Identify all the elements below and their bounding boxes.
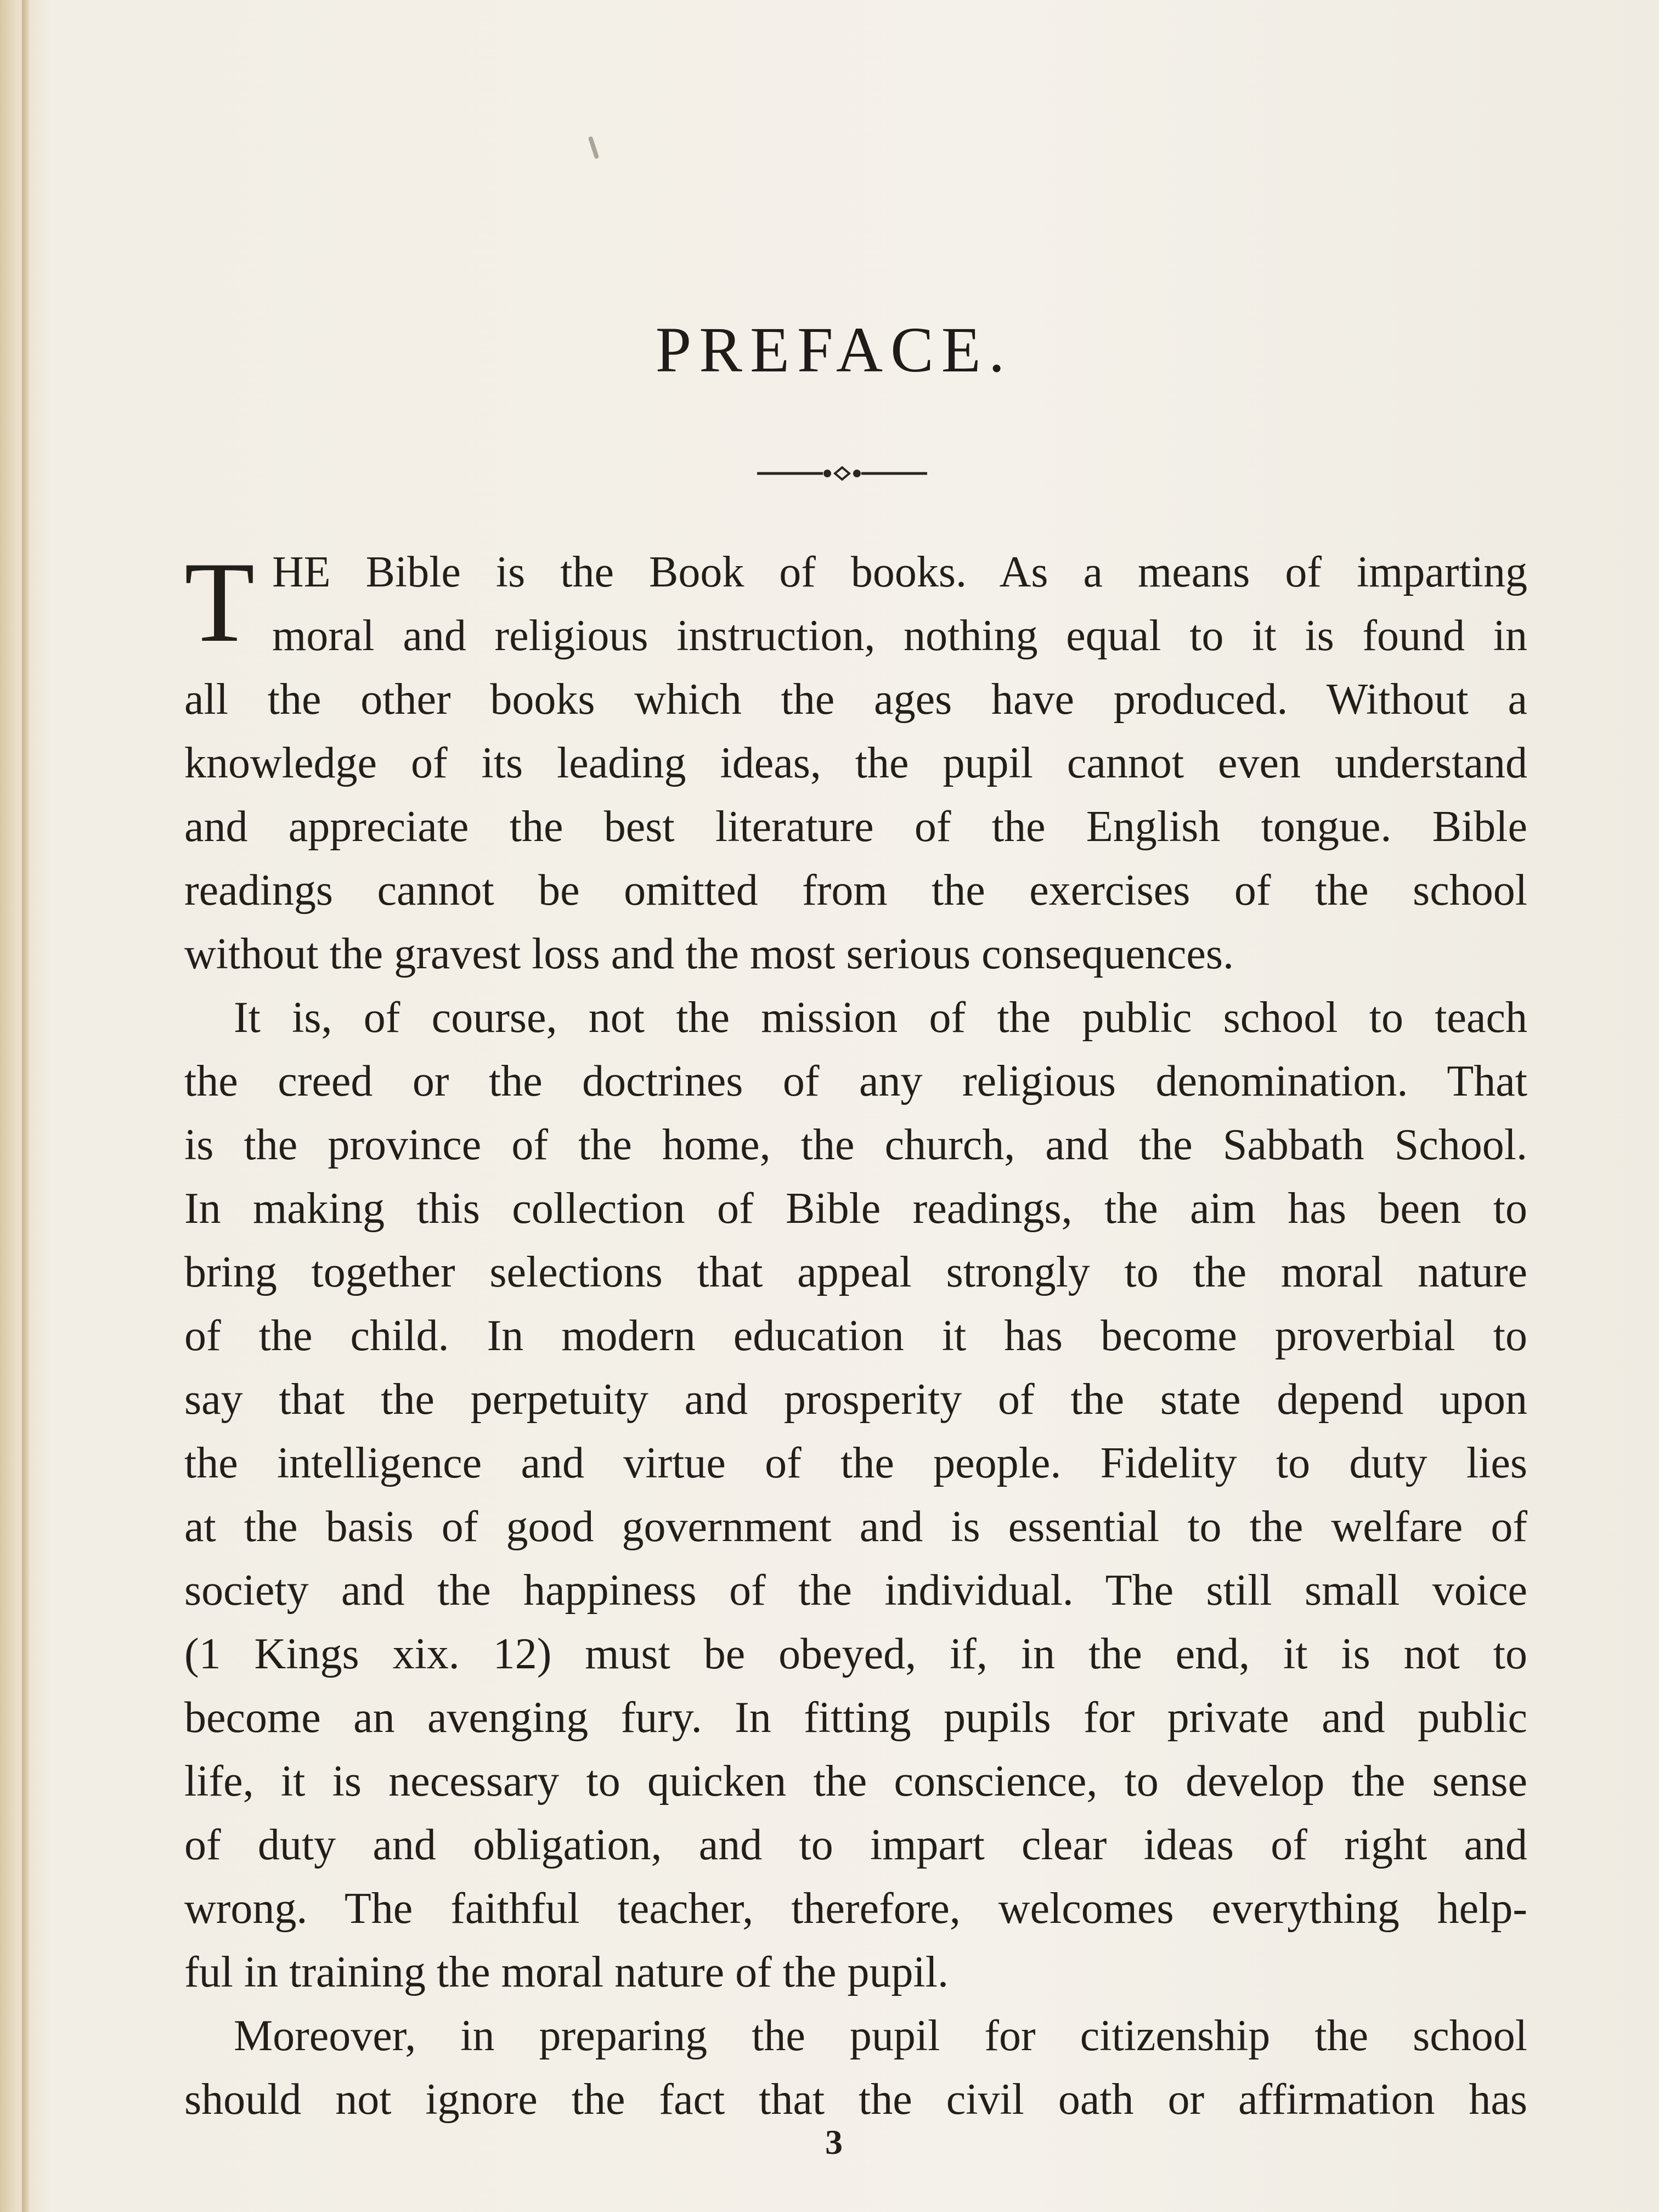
text-line: bring together selections that appeal strongly to the moral nature (184, 1248, 1527, 1296)
text-line: HE Bible is the Book of books. As a means of imparting (272, 548, 1527, 596)
text-line: moral and religious instruction, nothing equal to it is found in (272, 612, 1527, 660)
text-line: the intelligence and virtue of the people. Fidelity to duty lies (184, 1439, 1527, 1487)
text-line: life, it is necessary to quicken the conscience, to develop the sense (184, 1757, 1527, 1805)
preface-body (184, 540, 1527, 2131)
paragraph-3 (184, 2004, 1527, 2131)
drop-cap: T (184, 539, 255, 666)
ornament-divider-icon (757, 460, 927, 487)
text-line: should not ignore the fact that the civil oath or affirmation has (184, 2075, 1527, 2124)
text-line: all the other books which the ages have produced. Without a (184, 675, 1527, 724)
text-line: at the basis of good government and is essential to the welfare of (184, 1503, 1527, 1551)
paragraph-2 (184, 986, 1527, 2004)
text-line: ful in training the moral nature of the pupil. (184, 1948, 949, 1996)
text-line: society and the happiness of the individual. The still small voice (184, 1566, 1527, 1615)
text-line: say that the perpetuity and prosperity of the state depend upon (184, 1375, 1527, 1424)
text-line: become an avenging fury. In fitting pupils for private and public (184, 1694, 1527, 1742)
paper-speck (588, 136, 600, 159)
text-line: wrong. The faithful teacher, therefore, welcomes everything help- (184, 1884, 1527, 1933)
text-line: It is, of course, not the mission of the public school to teach (234, 994, 1527, 1042)
text-line: without the gravest loss and the most serious consequences. (184, 930, 1234, 978)
text-line: readings cannot be omitted from the exercises of the school (184, 866, 1527, 915)
text-line: knowledge of its leading ideas, the pupil cannot even understand (184, 739, 1527, 787)
text-line: the creed or the doctrines of any religious denomination. That (184, 1057, 1527, 1105)
page-title: PREFACE. (655, 314, 1013, 386)
text-line: of the child. In modern education it has become proverbial to (184, 1312, 1527, 1360)
text-line: In making this collection of Bible readings, the aim has been to (184, 1184, 1527, 1233)
text-line: (1 Kings xix. 12) must be obeyed, if, in the end, it is not to (184, 1630, 1527, 1678)
paragraph-1 (184, 540, 1527, 986)
text-line: of duty and obligation, and to impart clear ideas of right and (184, 1821, 1527, 1869)
text-line: Moreover, in preparing the pupil for citizenship the school (234, 2012, 1527, 2060)
page-number: 3 (825, 2123, 843, 2162)
text-line: is the province of the home, the church, and the Sabbath School. (184, 1121, 1527, 1169)
text-line: and appreciate the best literature of the English tongue. Bible (184, 803, 1527, 851)
